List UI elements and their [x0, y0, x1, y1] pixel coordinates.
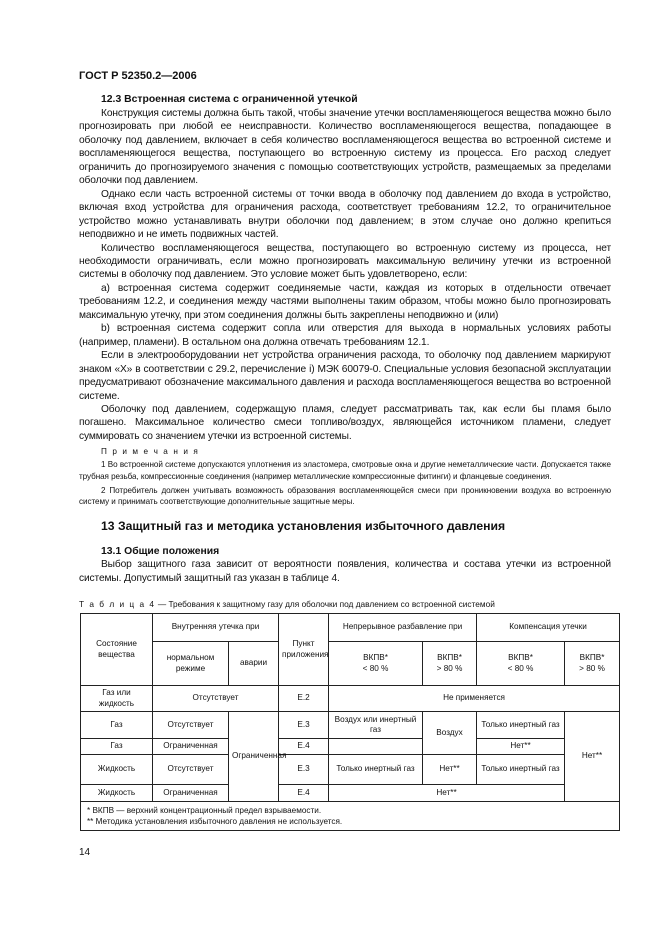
header-compensation: Компенсация утечки	[477, 614, 620, 642]
cell-state: Газ	[81, 739, 153, 755]
cell-normal: Отсутствует	[153, 712, 229, 739]
paragraph: Если в электрооборудовании нет устройства ограничения расхода, то оболочку под давлением маркируют знаком «X» в соответствии с 29.2, перечисление i) МЭК 60079-0. Специальные условия безопасной эксплуатации предусматривают обозначение максимального давления и расхода воспламеняющегося вещества во встроенной системе.	[79, 350, 611, 402]
lel-value: < 80 %	[362, 663, 389, 673]
cell-normal: Отсутствует	[153, 755, 229, 785]
cell-clause: Е.4	[279, 785, 329, 802]
cell-state: Газ	[81, 712, 153, 739]
cell-empty	[329, 739, 423, 755]
note-1: 1 Во встроенной системе допускаются уплотнения из эластомера, смотровые окна и другие неметаллические части. Допускается также трубная резьба, компрессионные соединения (например металлические компрессионные фитинги) и фланцевые соединения.	[79, 460, 611, 481]
paragraph: Количество воспламеняющегося вещества, поступающего во встроенную систему из процесса, нет необходимости ограничивать, если можно прогнозировать максимальную величину утечки из встроенной системы в оболочку под давлением. Это условие может быть удовлетворено, если:	[79, 242, 611, 281]
table-row	[81, 785, 620, 802]
cell-dilution-gt: Воздух	[423, 712, 477, 755]
table-caption	[79, 599, 619, 610]
cell-clause: Е.3	[279, 712, 329, 739]
header-state: Состояние вещества	[81, 614, 153, 686]
notes-label: П р и м е ч а н и я	[101, 447, 200, 457]
document-header: ГОСТ Р 52350.2—2006	[79, 70, 197, 82]
lel-value: > 80 %	[579, 663, 605, 673]
cell-state: Жидкость	[81, 785, 153, 802]
cell-state: Газ или жидкость	[81, 686, 153, 712]
cell-normal: Ограниченная	[153, 785, 229, 802]
header-compensation-lel-lt	[477, 642, 565, 686]
header-internal-leak: Внутренняя утечка при	[153, 614, 279, 642]
header-compensation-lel-gt	[565, 642, 620, 686]
cell-dilution-lt: Воздух или инертный газ	[329, 712, 423, 739]
lel-label: ВКПВ*	[579, 653, 605, 663]
header-normal-mode: нормальном режиме	[153, 642, 229, 686]
paragraph: Оболочку под давлением, содержащую пламя, следует рассматривать так, как если бы пламя было погашено. Максимальное количество смеси топливо/воздух, являющейся источником пламени, следует суммировать со значением утечки из встроенной системы.	[79, 403, 611, 442]
cell-no: Нет**	[477, 739, 565, 755]
cell-dilution-gt: Нет**	[423, 755, 477, 785]
lel-value: < 80 %	[507, 663, 534, 673]
note-2: 2 Потребитель должен учитывать возможность образования воспламеняющейся смеси при проникновении воздуха во встроенную систему и принимать соответствующие дополнительные защитные меры.	[79, 485, 611, 506]
table-row	[81, 755, 620, 785]
cell-leak: Отсутствует	[153, 686, 279, 712]
table-row	[81, 712, 620, 739]
footnote-2: ** Методика установления избыточного давления не используется.	[87, 817, 343, 826]
cell-compensation-lt: Только инертный газ	[477, 712, 565, 739]
lel-label: ВКПВ*	[363, 653, 388, 663]
lel-label: ВКПВ*	[437, 653, 462, 663]
table-row	[81, 739, 620, 755]
cell-clause: Е.4	[279, 739, 329, 755]
table-footnotes	[81, 802, 620, 831]
table-row	[81, 686, 620, 712]
header-continuous-dilution: Непрерывное разбавление при	[329, 614, 477, 642]
paragraph: Выбор защитного газа зависит от вероятности появления, количества и состава утечки из встроенной системы. Допустимый защитный газ указан в таблице 4.	[79, 559, 611, 584]
header-failure: аварии	[229, 642, 279, 686]
lel-value: > 80 %	[436, 663, 463, 673]
cell-no: Нет**	[329, 785, 565, 802]
cell-failure-limited: Ограниченная	[229, 712, 279, 802]
header-dilution-lel-lt	[329, 642, 423, 686]
table-caption-label: Т а б л и ц а 4	[79, 599, 156, 609]
cell-clause: Е.2	[279, 686, 329, 712]
cell-not-applicable: Не применяется	[329, 686, 620, 712]
footnote-1: * ВКПВ — верхний концентрационный предел взрываемости.	[87, 806, 322, 815]
paragraph: Однако если часть встроенной системы от точки ввода в оболочку под давлением до входа в устройство, включая вход устройства для ограничения расхода, соответствует требованиям 12.2, то ограничительное устройство можно устанавливать внутри оболочки под давлением; в этом случае оно должно крепиться неподвижно и не иметь подвижных частей.	[79, 188, 611, 241]
cell-compensation-lt: Только инертный газ	[477, 755, 565, 785]
section-12-3-heading: 12.3 Встроенная система с ограниченной утечкой	[101, 94, 358, 105]
lel-label: ВКПВ*	[508, 653, 533, 663]
paragraph: Конструкция системы должна быть такой, чтобы значение утечки воспламеняющегося вещества можно было прогнозировать при любой ее неисправности. Количество воспламеняющегося вещества, попадающее в оболочку под давлением, включает в себя количество воспламеняющегося вещества во встроенной системе и воспламеняющегося вещества, поступающего во встроенную систему из процесса. Его расход следует ограничить до прогнозируемого значения с помощью соответствующих устройств, размещаемых за пределами оболочки под давлением.	[79, 108, 611, 187]
cell-clause: Е.3	[279, 755, 329, 785]
protective-gas-table	[80, 613, 620, 831]
list-item-b: b) встроенная система содержит сопла или отверстия для выхода в нормальных условиях работы (например, пламени). В остальном она должна отвечать требованиям 12.1.	[79, 323, 611, 348]
header-clause: Пункт приложения	[279, 614, 329, 686]
cell-compensation-gt: Нет**	[565, 712, 620, 802]
document-body	[79, 93, 611, 585]
cell-normal: Ограниченная	[153, 739, 229, 755]
section-13-1-heading: 13.1 Общие положения	[101, 546, 220, 558]
cell-dilution-lt: Только инертный газ	[329, 755, 423, 785]
table-caption-text: — Требования к защитному газу для оболочки под давлением со встроенной системой	[157, 599, 495, 609]
cell-state: Жидкость	[81, 755, 153, 785]
table-footnotes-row	[81, 802, 620, 831]
page-number: 14	[79, 847, 91, 858]
header-dilution-lel-gt	[423, 642, 477, 686]
list-item-a: a) встроенная система содержит соединяемые части, каждая из которых в отдельности отвечает требованиям 12.2, и соединения между частями выполнены таким образом, чтобы можно было прогнозировать максимальную утечку, при этом соединения должны быть закреплены неподвижно и (или)	[79, 282, 611, 321]
section-13-heading: 13 Защитный газ и методика установления избыточного давления	[101, 519, 506, 534]
